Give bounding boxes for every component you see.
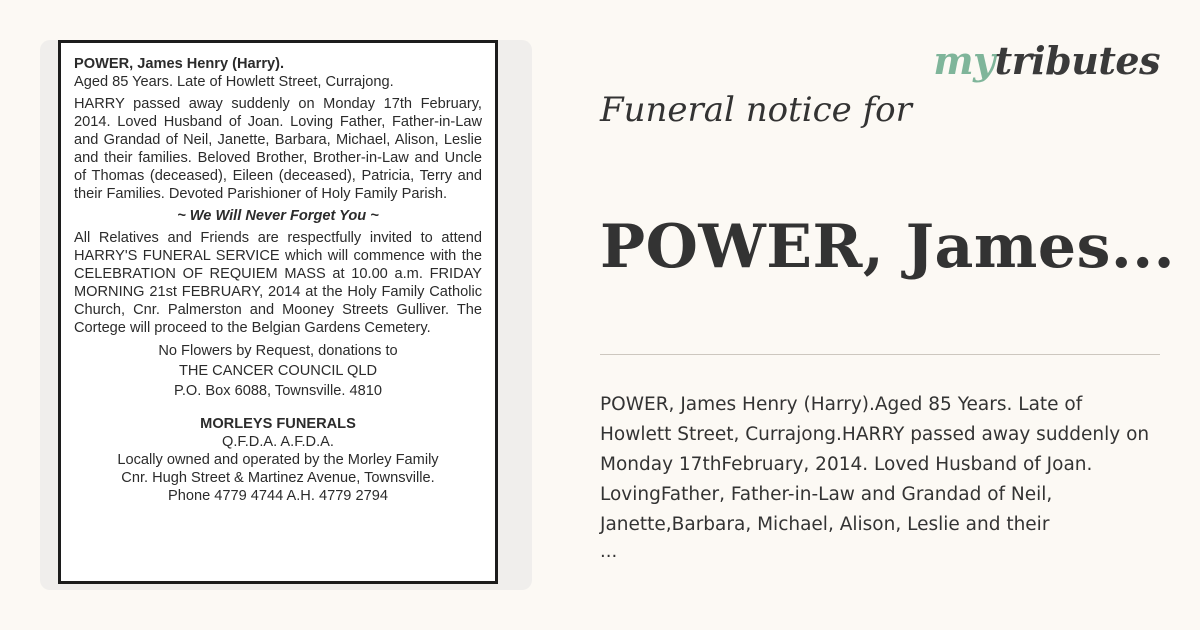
newspaper-notice-image <box>58 40 498 584</box>
excerpt-line: Howlett Street, Currajong.HARRY passed away suddenly on <box>600 424 1150 445</box>
notice-home-phone: Phone 4779 4744 A.H. 4779 2794 <box>168 488 388 504</box>
notice-paragraph-1: HARRY passed away suddenly on Monday 17th February, 2014. Loved Husband of Joan. Loving Father, Father-in-Law and Grandad of Neil, Janette, Barbara, Michael, Alison, Leslie and their families. Beloved Brother, Brother-in-Law and Uncle of Thomas (deceased), Eileen (deceased), Patricia, Terry and their Families. Devoted Parishioner of Holy Family Parish. <box>74 96 482 202</box>
mytributes-logo[interactable] <box>933 38 1160 83</box>
funeral-notice-label: Funeral notice for <box>600 90 912 130</box>
deceased-name-heading: POWER, James... <box>600 212 1176 282</box>
notice-flowers-line: No Flowers by Request, donations to <box>158 343 398 359</box>
excerpt-ellipsis: ... <box>600 541 618 562</box>
notice-motto: ~ We Will Never Forget You ~ <box>177 208 379 224</box>
section-divider <box>600 354 1160 355</box>
excerpt-line: Janette,Barbara, Michael, Alison, Leslie and their <box>600 514 1050 535</box>
notice-paragraph-2: All Relatives and Friends are respectfully invited to attend HARRY'S FUNERAL SERVICE which will commence with the CELEBRATION OF REQUIEM MASS at 10.00 a.m. FRIDAY MORNING 21st FEBRUARY, 2014 at the Holy Family Catholic Church, Cnr. Palmerston and Mooney Streets Gulliver. The Cortege will proceed to the Belgian Gardens Cemetery. <box>74 230 482 336</box>
logo-tributes: tributes <box>994 38 1160 83</box>
notice-clipping-card <box>40 40 532 590</box>
notice-funeral-home: MORLEYS FUNERALS <box>200 416 356 432</box>
logo-my: my <box>933 38 995 83</box>
notice-age-line: Aged 85 Years. Late of Howlett Street, Currajong. <box>74 74 394 90</box>
notice-home-line-1: Locally owned and operated by the Morley Family <box>117 452 439 468</box>
notice-charity: THE CANCER COUNCIL QLD <box>178 363 378 379</box>
excerpt-line: LovingFather, Father-in-Law and Grandad of Neil, <box>600 484 1053 505</box>
excerpt-line: POWER, James Henry (Harry).Aged 85 Years. Late of <box>600 394 1083 415</box>
excerpt-line: Monday 17thFebruary, 2014. Loved Husband of Joan. <box>600 454 1093 475</box>
notice-excerpt <box>600 390 1190 540</box>
notice-charity-address: P.O. Box 6088, Townsville. 4810 <box>174 383 382 399</box>
notice-home-line-2: Cnr. Hugh Street & Martinez Avenue, Townsville. <box>121 470 435 486</box>
notice-accreditation: Q.F.D.A. A.F.D.A. <box>222 434 334 450</box>
notice-title: POWER, James Henry (Harry). <box>74 56 285 72</box>
